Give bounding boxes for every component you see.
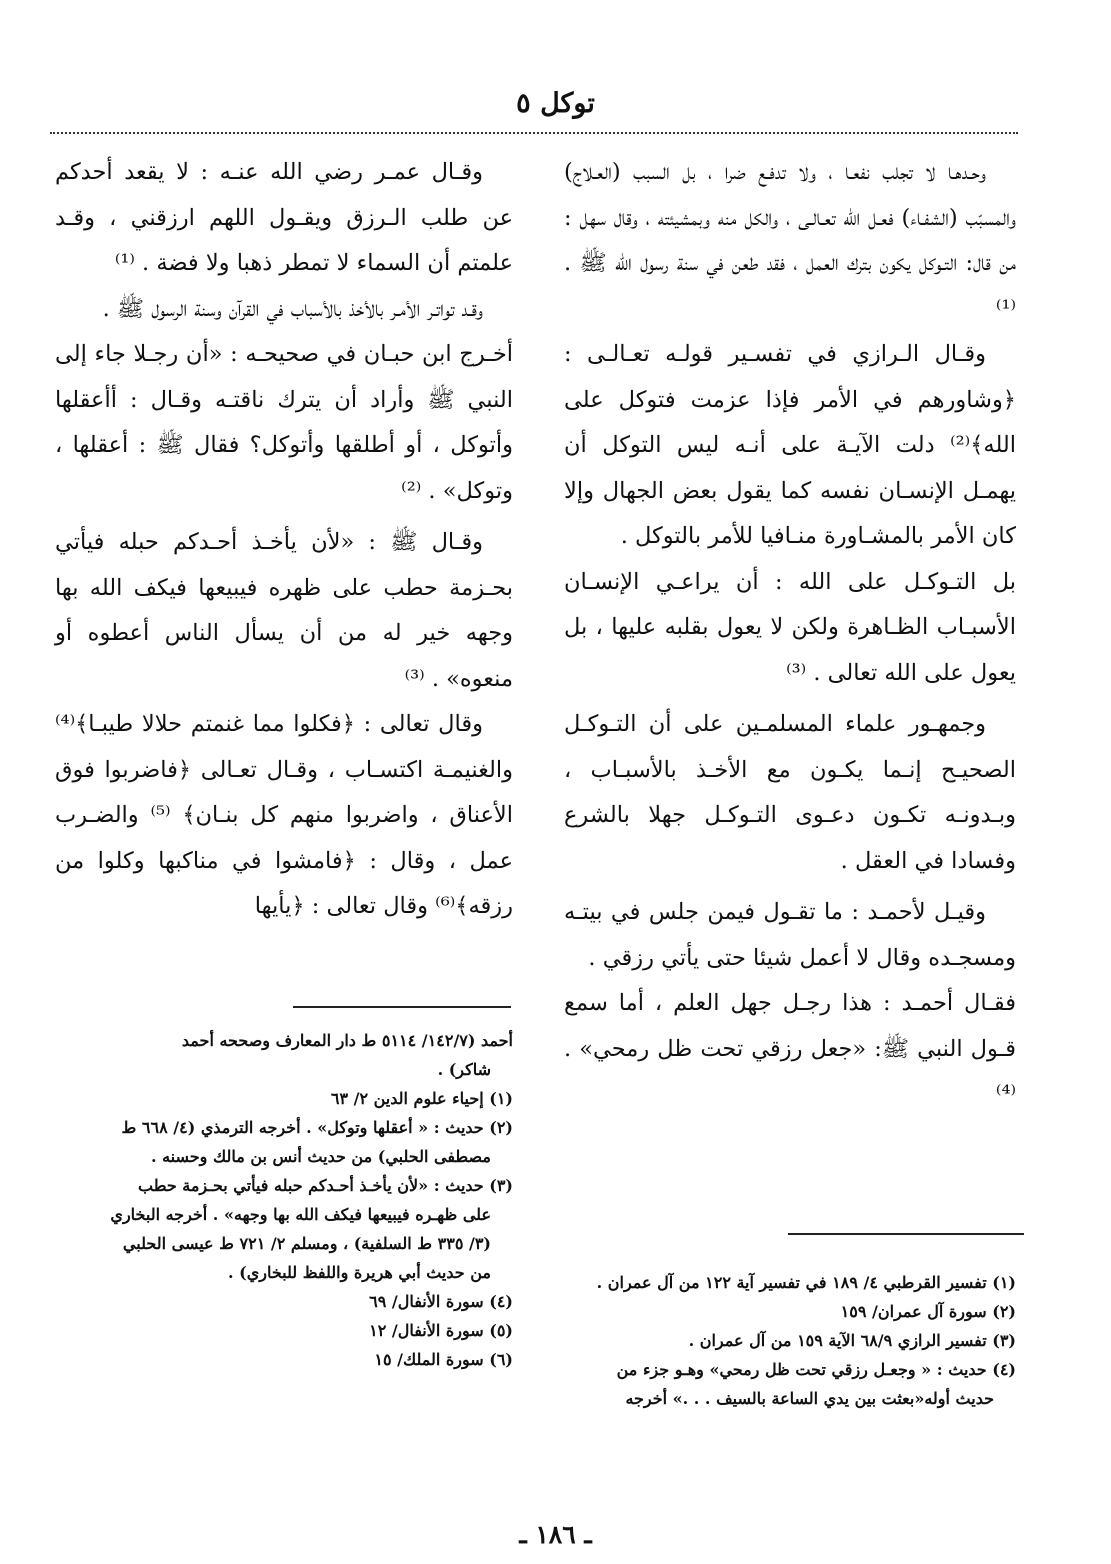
footnote: أحمد (١٤٢/٧/ ٥١١٤ ط دار المعارف وصححه أحمد bbox=[181, 1031, 513, 1050]
footnote: (١) تفسير القرطبي ٤/ ١٨٩ في تفسير آية ١٢٢ من آل عمران . bbox=[596, 1273, 1016, 1292]
footnote: (٦) سورة الملك/ ١٥ bbox=[374, 1350, 513, 1369]
right-text-column bbox=[564, 150, 1016, 1118]
paragraph: أخـرج ابن حبـان في صحيحـه : «أن رجـلا جاء إلى النبي ﷺ وأراد أن يترك ناقتـه وقـال : أأعقلها وأتوكل ، أو أطلقها وأتوكل؟ فقال ﷺ : أعقلها ، وتوكل» . ⁽²⁾ bbox=[55, 341, 513, 504]
footnote-continuation: من حديث أبي هريرة واللفظ للبخاري) . bbox=[227, 1263, 491, 1282]
paragraph: وقـد تواتـر الأمـر بالأخذ بالأسباب في القرآن وسنة الرسول ﷺ . bbox=[102, 295, 483, 322]
paragraph: فقـال أحمـد : هذا رجـل جهل العلم ، أما سمع قـول النبي ﷺ: «جعل رزقي تحت ظل رمحي» . ⁽⁴⁾ bbox=[564, 990, 1016, 1107]
footnote: (٢) حديث : « أعقلها وتوكل» . أخرجه الترمذي (٤/ ٦٦٨ ط bbox=[121, 1118, 513, 1137]
page-number: ـ ١٨٦ ـ bbox=[519, 1520, 592, 1549]
paragraph: وقيـل لأحمـد : ما تقـول فيمن جلس في بيتـه ومسجـده وقال لا أعمل شيئا حتى يأتي رزقي . bbox=[564, 899, 1016, 971]
left-text-column bbox=[55, 150, 513, 930]
paragraph: وقـال ﷺ : «لأن يأخـذ أحـدكم حبله فيأتي بحـزمة حطب على ظهره فيبيعها فيكف الله بها وجهه خير له من أن يسأل الناس أعطوه أو منعوه» . ⁽³⁾ bbox=[55, 529, 513, 692]
paragraph: بل التـوكـل على الله : أن يراعـي الإنسـان الأسبـاب الظـاهرة ولكن لا يعول بقلبه عليها ، بل يعول على الله تعالى . ⁽³⁾ bbox=[564, 568, 1016, 686]
footnote: (١) إحياء علوم الدين ٢/ ٦٣ bbox=[330, 1089, 513, 1108]
footnote: (٥) سورة الأنفال/ ١٢ bbox=[369, 1321, 513, 1340]
footnote: (٣) حديث : «لأن يأخـذ أحـدكم حبله فيأتي بحـزمة حطب bbox=[137, 1176, 513, 1195]
footnote-divider-right bbox=[788, 1233, 1024, 1235]
paragraph: وجمهـور علماء المسلمـين على أن التـوكـل الصحيـح إنـما يكـون مع الأخـذ بالأسبـاب ، وبـدونـه تكـون دعـوى التـوكـل جهلا بالشرع وفسادا في العقل . bbox=[564, 711, 1016, 874]
paragraph: وقال تعالى : ﴿فكلوا مما غنمتم حلالا طيبـا﴾⁽⁴⁾ والغنيمـة اكتسـاب ، وقـال تعـالى ﴿فاضربوا فوق الأعناق ، واضربوا منهم كل بنـان﴾ ⁽⁵⁾ والضـرب عمل ، وقال : ﴿فامشوا في مناكبها وكلوا من رزقه﴾⁽⁶⁾ وقال تعالى : ﴿يأيها bbox=[55, 711, 513, 919]
footnote: (٤) سورة الأنفال/ ٦٩ bbox=[369, 1292, 513, 1311]
footnote-continuation: على ظهـره فيبيعها فيكف الله بها وجهه» . أخرجه البخاري bbox=[110, 1205, 491, 1224]
page-header-title: توكل ٥ bbox=[516, 88, 595, 119]
paragraph: وقـال الـرازي في تفسـير قولـه تعـالـى : ﴿وشاورهم في الأمر فإذا عزمت فتوكل على الله﴾⁽²⁾ دلت الآيـة على أنـه ليس التوكل أن يهمـل الإنسـان نفسه كما يقول بعض الجهال وإلا كان الأمر بالمشـاورة منـافيا للأمر بالتوكل . bbox=[564, 341, 1016, 549]
footnote: (٢) سورة آل عمران/ ١٥٩ bbox=[840, 1302, 1016, 1321]
footnote-continuation: شاكر) . bbox=[437, 1060, 491, 1079]
right-footnotes bbox=[564, 1268, 1016, 1413]
footnote-continuation: حديث أوله«بعثت بين يدي الساعة بالسيف . . .» أخرجه bbox=[625, 1389, 994, 1408]
footnote-divider-left bbox=[293, 1006, 511, 1008]
footnote: (٣) تفسير الرازي ٦٨/٩ الآية ١٥٩ من آل عمران . bbox=[688, 1331, 1016, 1350]
footnote-continuation: (٣/ ٣٣٥ ط السلفية) ، ومسلم ٢/ ٧٢١ ط عيسى الحلبي bbox=[122, 1234, 491, 1253]
header-dotted-divider bbox=[50, 132, 1018, 134]
paragraph: وحـدهـا لا تجلب نفعـا ، ولا تدفـع ضرا ، بل السبب (العـلاج) والمسبّب (الشفـاء) فعـل الله تعـالـى ، والكل منه وبمشيئته ، وقال سهل : من قال: التـوكل يكون بترك العمل ، فقد طعن في سنة رسول الله ﷺ . ⁽¹⁾ bbox=[564, 159, 1016, 322]
footnote-continuation: مصطفى الحلبي) من حديث أنس بن مالك وحسنه . bbox=[150, 1147, 491, 1166]
footnote: (٤) حديث : « وجعـل رزقي تحت ظل رمحي» وهـو جزء من bbox=[616, 1360, 1016, 1379]
left-footnotes bbox=[55, 1026, 513, 1374]
paragraph: وقـال عمـر رضي الله عنـه : لا يقعد أحدكم عن طلب الـرزق ويقـول اللهم ارزقني ، وقـد علمتم أن السماء لا تمطر ذهبا ولا فضة . ⁽¹⁾ bbox=[55, 159, 513, 276]
